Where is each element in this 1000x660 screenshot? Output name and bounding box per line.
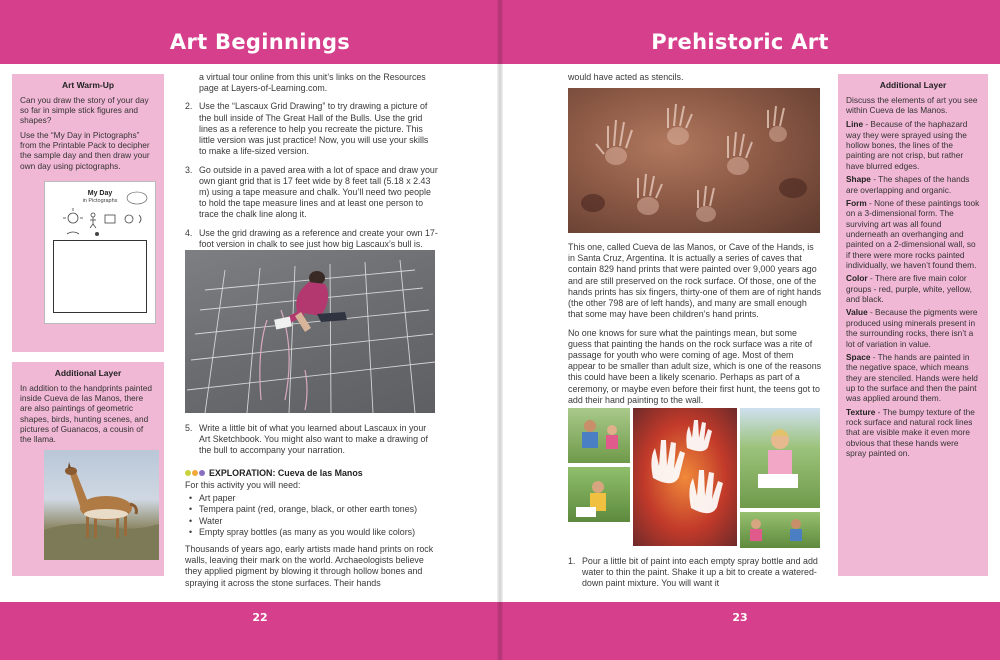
white-hand-stencils — [633, 408, 737, 546]
supply-text: Tempera paint (red, orange, black, or other earth tones) — [199, 504, 418, 515]
left-main-column — [185, 72, 438, 257]
collage-photo-spray-center — [633, 408, 737, 546]
collage-photo-kids-bottom-left — [568, 467, 630, 522]
element-term: Shape — [846, 174, 871, 185]
left-page-title: Art Beginnings — [169, 30, 351, 54]
cueva-paragraph-2: No one knows for sure what the paintings mean, but some guess that painting the hands on the rock surface was a rite of passage for youth who were coming of age. Most of them appear to be smaller than adult size, which is one of the reasons this could have been a likely scenario. Perhaps as part of a ceremony, or maybe even before their first hunt, the teens got to add their hand painting to the wall. — [568, 327, 822, 405]
element-text: - The shapes of the hands are overlapping and organic. — [846, 174, 970, 195]
exploration-heading — [185, 468, 438, 479]
right-page — [500, 0, 1000, 660]
step-text: Use the “Lascaux Grid Drawing” to try drawing a picture of the bull inside of The Great Hall of the Bulls. Use the grid lines as a reference to help you recreate the picture. This little version was just practice! Now, you will use your skills to make a life-sized version. — [199, 101, 429, 157]
supply-text: Art paper — [199, 493, 236, 504]
step-number: 5. — [185, 423, 193, 433]
left-page-number: 22 — [252, 611, 268, 624]
step-number: 4. — [185, 227, 193, 238]
element-text: - The hands are painted in the negative space, which means they are stenciled. Hands were held up to the surface and then the paint was applied around them. — [846, 351, 978, 404]
additional-layer-text: In addition to the handprints painted inside Cueva de las Manos, there are also paintings of geometric shapes, birds, hunting scenes, and pictures of Guanacos, a cousin of the llama. — [20, 382, 152, 445]
my-day-pictographs-worksheet — [44, 181, 156, 324]
step-item-5 — [185, 423, 438, 457]
additional-layer-title: Additional Layer — [879, 80, 947, 90]
right-page-title: Prehistoric Art — [651, 30, 829, 54]
element-term: Space — [846, 351, 871, 362]
supplies-list — [189, 493, 438, 538]
supply-item: • Tempera paint (red, orange, black, or other earth tones) — [189, 504, 418, 515]
worksheet-title: My Day — [87, 190, 113, 197]
chalk-grid-photo — [185, 250, 435, 413]
collage-photo-kids-bottom — [740, 512, 820, 548]
cueva-paragraph-1: This one, called Cueva de las Manos, or Cave of the Hands, is in Santa Cruz, Argentina. It is actually a series of caves that contain 829 hand prints that were painted over 9,000 years ago and are still preserved on the rock surface. Of those, one of the hands prints has six fingers, thirty-one of them are of right hands (the other 798 are of left hands), and many are small enough that some may have been children’s hand prints. — [568, 242, 822, 320]
step-text: Write a little bit of what you learned about Lascaux in your Art Sketchbook. You might also want to make a drawing of the bull to accompany your narration. — [199, 423, 428, 456]
collage-photo-child-right — [740, 408, 820, 508]
pictograph-doodles — [45, 182, 157, 242]
element-line — [846, 119, 980, 171]
guanaco-photo — [44, 450, 159, 560]
left-page-header — [0, 0, 500, 64]
right-page-footer — [500, 602, 1000, 660]
element-term: Line — [846, 119, 864, 130]
right-main-column-lower — [568, 556, 823, 597]
guanaco-figure — [44, 450, 159, 560]
exploration-title: EXPLORATION: Cueva de las Manos — [209, 467, 363, 478]
element-text: - None of these paintings took on a 3-dimensional form. The surviving art was all found underneath an overhanging and painted on a 2-dimensional wall, so if there were more rocks painted individually, we haven’t found them. — [846, 197, 980, 271]
worksheet-subtitle: in Pictographs — [82, 198, 118, 204]
element-form — [846, 198, 980, 271]
worksheet-drawing-box — [53, 240, 147, 313]
step-item-2 — [185, 101, 438, 157]
dot-1 — [185, 470, 191, 476]
exploration-lead: For this activity you will need: — [185, 479, 301, 490]
dot-2 — [192, 470, 198, 476]
step-text: Go outside in a paved area with a lot of space and draw your own giant grid that is 17 feet wide by 8 feet tall (5.18 x 2.43 m) using a tape measure and chalk. You’ll need two people to hold the tape measure lines and at least one person to trace the chalk line along it. — [199, 164, 438, 220]
element-text: - Because the pigments were produced using minerals present in the surrounding rocks, there isn’t a lot of variation in value. — [846, 307, 978, 349]
right-main-column — [568, 242, 823, 413]
chalk-grid-drawing — [185, 250, 435, 413]
book-spine — [497, 0, 503, 660]
element-texture — [846, 407, 980, 459]
continued-intro: would have acted as stencils. — [568, 72, 684, 82]
step-item-1 — [568, 556, 823, 590]
supply-text: Empty spray bottles (as many as you would like colors) — [199, 526, 416, 537]
additional-layer-intro: Discuss the elements of art you see within Cueva de las Manos. — [846, 94, 978, 115]
continued-intro: a virtual tour online from this unit’s links on the Resources page at Layers-of-Learning.com. — [199, 72, 426, 94]
right-page-header — [500, 0, 1000, 64]
supply-text: Water — [199, 515, 223, 526]
element-space — [846, 352, 980, 404]
left-main-column-lower — [185, 423, 438, 596]
step-number: 3. — [185, 164, 193, 175]
element-value — [846, 307, 980, 348]
step-number: 1. — [568, 556, 576, 566]
element-color — [846, 273, 980, 304]
element-text: - There are five main color groups - red, purple, white, yellow, and black. — [846, 273, 972, 305]
lascaux-steps-list — [185, 101, 438, 250]
supply-item: • Water — [189, 515, 223, 526]
element-term: Color — [846, 273, 868, 284]
element-term: Value — [846, 307, 868, 318]
supply-item: • Empty spray bottles (as many as you would like colors) — [189, 526, 416, 537]
step-text: Pour a little bit of paint into each empty spray bottle and add water to thin the paint. Shake it up a bit to create a watered-down paint mixture. You will want it — [582, 556, 818, 589]
art-warmup-title: Art Warm-Up — [61, 80, 115, 90]
step-item-3 — [185, 165, 438, 221]
additional-layer-sidebar-right — [838, 74, 988, 576]
element-shape — [846, 174, 980, 195]
left-page-footer — [0, 602, 500, 660]
art-warmup-text-2: Use the “My Day in Pictographs” from the Printable Pack to decipher the sample day and then draw your own day using pictographs. — [20, 129, 150, 171]
supply-item: • Art paper — [189, 493, 236, 504]
closing-paragraph: Thousands of years ago, early artists made hand prints on rock walls, leaving their mark on the world. Archaeologists believe they applied pigment by blowing it through hollow bones and spraying it across the stone surfaces. Their hands — [185, 543, 434, 588]
additional-layer-title: Additional Layer — [54, 368, 122, 378]
exploration-dots-icon — [185, 470, 206, 476]
dot-3 — [199, 470, 205, 476]
step-number: 2. — [185, 101, 193, 112]
collage-photo-kids-top-left — [568, 408, 630, 463]
element-text: - Because of the haphazard way they were sprayed using the hollow bones, the lines of the painting are not crisp, but rather have blurred edges. — [846, 119, 968, 171]
step-item-4 — [185, 228, 438, 250]
cave-of-hands-photo — [568, 88, 820, 233]
hand-stencils — [568, 88, 820, 233]
element-term: Texture — [846, 406, 876, 417]
art-warmup-text-1: Can you draw the story of your day so far in simple stick figures and shapes? — [20, 94, 149, 126]
element-text: - The bumpy texture of the rock surface and natural rock lines that are visible make it even more obvious that these hands were spray painted on. — [846, 406, 975, 459]
right-page-number: 23 — [732, 611, 748, 624]
step-text: Use the grid drawing as a reference and create your own 17-foot version in chalk to see just how big Lascaux’s bull is. — [199, 227, 438, 249]
element-term: Form — [846, 197, 867, 208]
